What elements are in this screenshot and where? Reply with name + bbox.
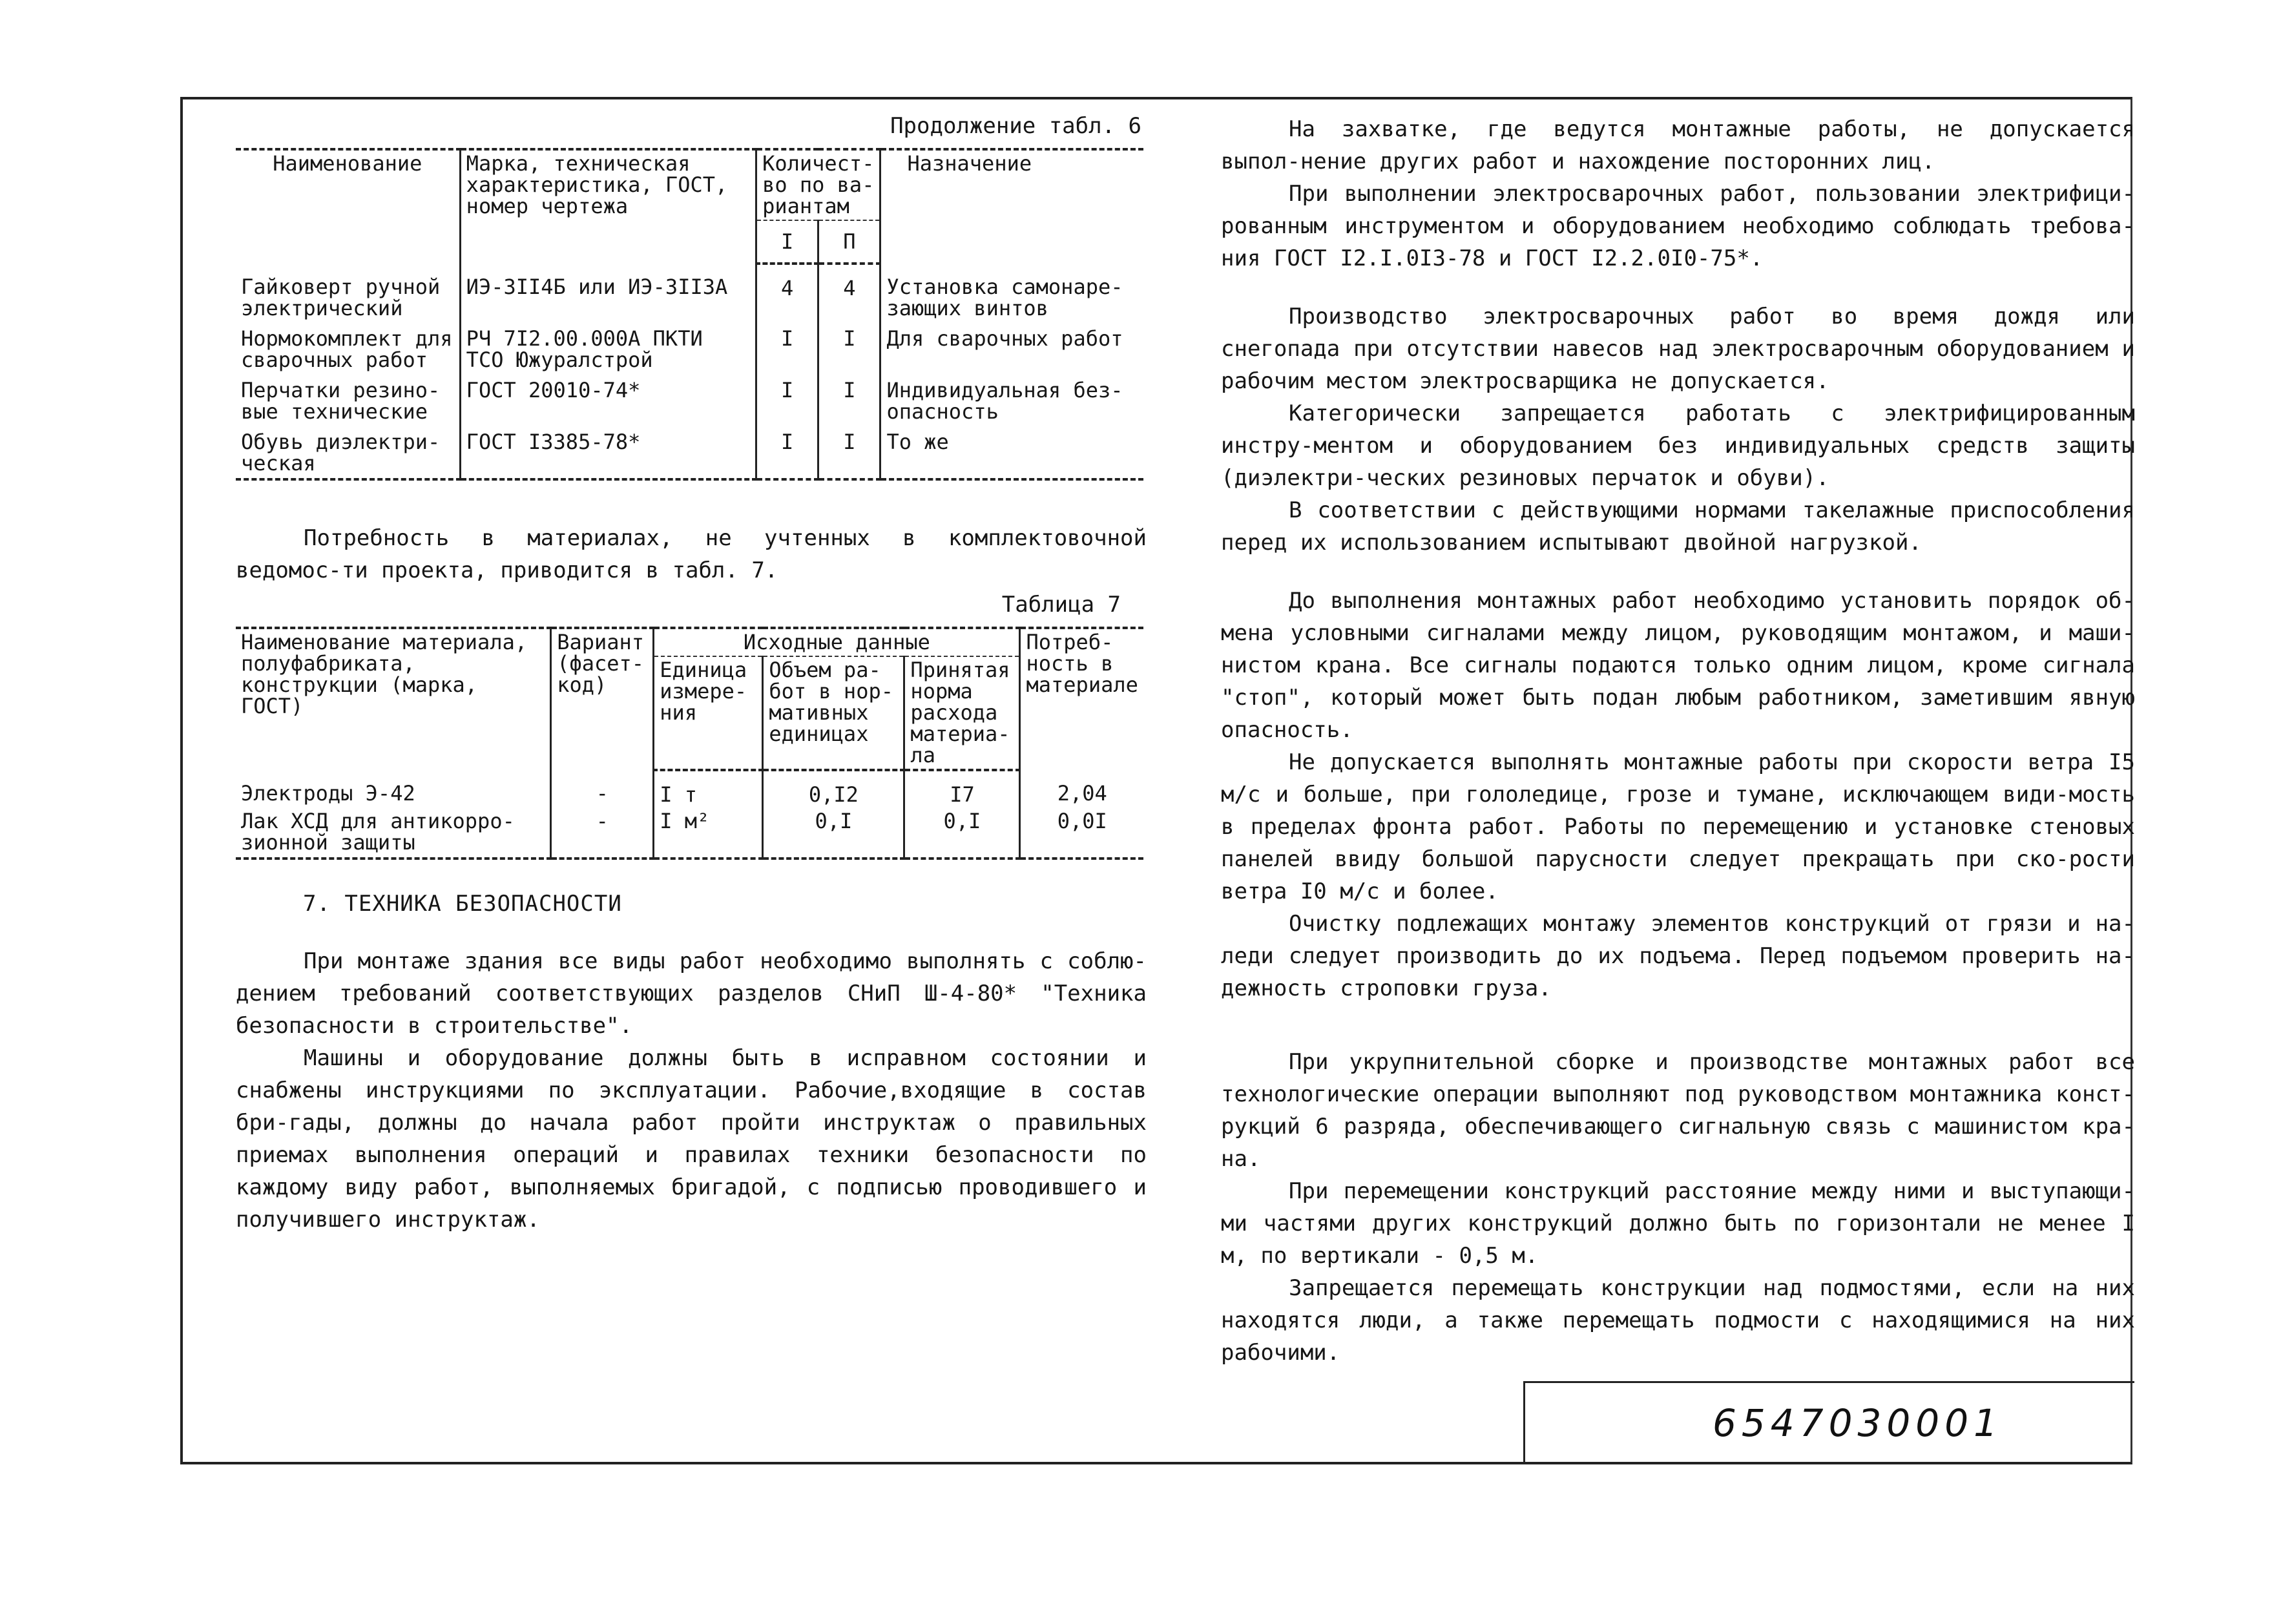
t6-cell-mark: ГОСТ I3385-78* [460, 425, 756, 479]
t7-header-name: Наименование материала, полуфабриката, конструкции (марка, ГОСТ) [236, 628, 551, 770]
paragraph: Очистку подлежащих монтажу элементов конструкций от грязи и на-леди следует производить до их подъема. Перед подъемом проверить на-дежность строповки груза. [1221, 911, 2135, 1001]
t6-cell-purpose: Для сварочных работ [880, 322, 1143, 373]
t7-cell-need: 2,04 [1020, 770, 1143, 808]
paragraph: При укрупнительной сборке и производстве монтажных работ все технологические операции выполняют под руководством монтажника конст-рукций 6 разряда, обеспечивающего сигнальную связь с машинистом кра-на. [1221, 1049, 2135, 1172]
t6-cell-name: Обувь диэлектри-ческая [236, 425, 460, 479]
t7-header-variant: Вариант (фасет-код) [551, 628, 654, 770]
table-7 [236, 627, 1143, 860]
right-column [1221, 113, 2135, 1369]
left-column [236, 113, 1147, 1236]
t7-cell-name: Электроды Э-42 [241, 781, 415, 806]
document-code: 6547030001 [1713, 1401, 2003, 1445]
t6-cell-name: Гайковерт ручной электрический [241, 275, 441, 320]
t6-cell-purpose: Индивидуальная без-опасность [880, 373, 1143, 425]
document-stamp [1523, 1381, 2134, 1464]
paragraph: На захватке, где ведутся монтажные работы, не допускается выпол-нение других работ и нахождение посторонних лиц. [1221, 116, 2135, 174]
paragraph: В соответствии с действующими нормами такелажные приспособления перед их использованием испытывают двойной нагрузкой. [1221, 497, 2135, 556]
t6-cell-q2: I [818, 322, 880, 373]
table7-caption: Таблица 7 [1001, 592, 1121, 618]
t6-header-purpose: Назначение [880, 149, 1143, 264]
t6-cell-q2: 4 [818, 264, 880, 322]
t7-header-initial: Исходные данные [654, 628, 1020, 656]
t7-cell-name: Лак ХСД для антикорро-зионной защиты [236, 808, 551, 859]
t6-cell-q1: I [756, 322, 818, 373]
t6-cell-q1: I [756, 425, 818, 479]
t6-header-name: Наименование [236, 149, 460, 264]
t6-cell-mark: ИЭ-3II4Б или ИЭ-3II3А [460, 264, 756, 322]
paragraph: При монтаже здания все виды работ необходимо выполнять с соблю-дением требований соответствующих разделов СНиП Ш-4-80* "Техника безопасности в строительстве". [236, 948, 1147, 1039]
table-row [236, 322, 1143, 373]
t6-cell-mark: РЧ 7I2.00.000А ПКТИ ТСО Южуралстрой [460, 322, 756, 373]
t7-cell-unit: I т [654, 770, 763, 808]
t6-cell-purpose: Установка самонаре-зающих винтов [880, 264, 1143, 322]
paragraph: Производство электросварочных работ во время дождя или снегопада при отсутствии навесов над электросварочным оборудованием и рабочим местом электросварщика не допускается. [1221, 304, 2135, 394]
t6-cell-q2: I [818, 425, 880, 479]
t7-header-volume: Объем ра-бот в нор-мативных единицах [763, 656, 904, 770]
t6-header-qty-ii: П [818, 220, 880, 264]
t7-cell-unit: I м² [654, 808, 763, 859]
t6-cell-q2: I [818, 373, 880, 425]
t6-cell-mark: ГОСТ 20010-74* [460, 373, 756, 425]
table6-continuation-caption: Продолжение табл. 6 [890, 113, 1141, 139]
t7-header-norm: Принятая норма расхода материа-ла [904, 656, 1020, 770]
paragraph: Машины и оборудование должны быть в исправном состоянии и снабжены инструкциями по эксплуатации. Рабочие,входящие в состав бри-гады, должны до начала работ пройти инструктаж о правильных приемах выполнения операций и правилах техники безопасности по каждому виду работ, выполняемых бригадой, с подписью проводившего и получившего инструктаж. [236, 1045, 1147, 1233]
t7-header-unit: Единица измере-ния [654, 656, 763, 770]
t6-header-qty-i: I [756, 220, 818, 264]
paragraph: Категорически запрещается работать с электрифицированным инстру-ментом и оборудованием без индивидуальных средств защиты (диэлектри-ческих резиновых перчаток и обуви). [1221, 401, 2135, 491]
t6-header-qty: Количест-во по ва-риантам [756, 149, 880, 220]
section-title: 7. ТЕХНИКА БЕЗОПАСНОСТИ [303, 891, 622, 917]
table-row [236, 373, 1143, 425]
paragraph: Не допускается выполнять монтажные работы при скорости ветра I5 м/с и больше, при гололедице, грозе и тумане, исключающем види-мость в пределах фронта работ. Работы по перемещению и установке стеновых панелей ввиду большой парусности следует прекращать при ско-рости ветра I0 м/с и более. [1221, 749, 2135, 904]
t6-cell-q1: I [756, 373, 818, 425]
paragraph: При выполнении электросварочных работ, пользовании электрифици-рованным инструментом и оборудованием необходимо соблюдать требова-ния ГОСТ I2.I.0I3-78 и ГОСТ I2.2.0I0-75*. [1221, 181, 2135, 271]
table-row [236, 808, 1143, 859]
t7-cell-volume: 0,I [763, 808, 904, 859]
table-row [236, 264, 1143, 322]
t7-cell-volume: 0,I2 [763, 770, 904, 808]
t6-cell-purpose: То же [880, 425, 1143, 479]
t7-cell-norm: 0,I [904, 808, 1020, 859]
paragraph: При перемещении конструкций расстояние между ними и выступающи-ми частями других конструкций должно быть по горизонтали не менее I м, по вертикали - 0,5 м. [1221, 1178, 2135, 1269]
t7-cell-variant: - [551, 808, 654, 859]
t7-cell-norm: I7 [904, 770, 1020, 808]
paragraph: Запрещается перемещать конструкции над подмостями, если на них находятся люди, а также перемещать подмости с находящимися на них рабочими. [1221, 1275, 2135, 1366]
t6-cell-name: Перчатки резино-вые технические [241, 378, 441, 424]
table-row [236, 425, 1143, 479]
t7-cell-variant: - [551, 770, 654, 808]
t7-cell-need: 0,0I [1020, 808, 1143, 859]
t6-header-mark: Марка, техническая характеристика, ГОСТ, номер чертежа [460, 149, 756, 264]
table-row [236, 770, 1143, 808]
paragraph: До выполнения монтажных работ необходимо установить порядок об-мена условными сигналами между лицом, руководящим монтажом, и маши-нистом крана. Все сигналы подаются только одним лицом, кроме сигнала "стоп", который может быть подан любым работником, заметившим явную опасность. [1221, 588, 2135, 743]
t7-header-need: Потреб-ность в материале [1020, 628, 1143, 770]
t6-cell-q1: 4 [756, 264, 818, 322]
materials-paragraph: Потребность в материалах, не учтенных в комплектовочной ведомос-ти проекта, приводится в табл. 7. [236, 525, 1147, 583]
table-6 [236, 148, 1143, 481]
t6-cell-name: Нормокомплект для сварочных работ [241, 326, 453, 372]
